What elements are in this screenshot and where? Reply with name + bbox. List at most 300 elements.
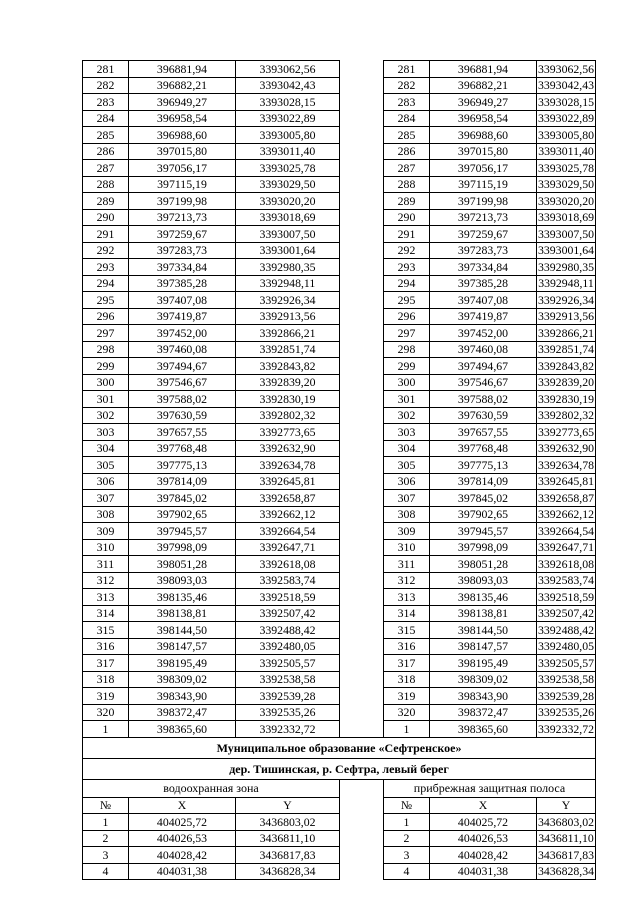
right-y-value: 3393029,50: [537, 177, 595, 192]
right-x-value: 396882,21: [430, 77, 537, 94]
column-gap: [340, 655, 384, 672]
right-point-number: 316: [384, 638, 430, 655]
coordinates-table-body: [83, 61, 596, 738]
right-point-number: 310: [384, 539, 430, 556]
table-row: [83, 341, 596, 358]
left-x-value: 397814,09: [129, 473, 236, 490]
left-y-value: 3393062,56: [236, 61, 340, 78]
left-point-number: 292: [83, 242, 129, 259]
left-point-number: 282: [83, 77, 129, 94]
column-gap: [340, 61, 384, 78]
left-point-number: 301: [83, 391, 129, 408]
left-point-number: 314: [83, 605, 129, 622]
left-point-number: 290: [83, 209, 129, 226]
left-y-value: 3392658,87: [236, 490, 340, 507]
column-gap: [340, 814, 384, 831]
right-point-number: 3: [384, 847, 430, 864]
right-y-value: 3392480,05: [537, 639, 595, 654]
right-point-number: 297: [384, 325, 430, 342]
table-row: [83, 863, 596, 880]
right-point-number: 293: [384, 259, 430, 276]
column-gap: [340, 847, 384, 864]
left-y-value: 3392773,65: [236, 424, 340, 441]
left-y-value: 3392802,32: [236, 407, 340, 424]
right-x-value: 397768,48: [430, 440, 537, 457]
column-gap: [340, 391, 384, 408]
left-y-value: 3393018,69: [236, 209, 340, 226]
table-row: [83, 721, 596, 738]
left-x-value: 397546,67: [129, 374, 236, 391]
right-point-number: 296: [384, 308, 430, 325]
left-y-value: 3393011,40: [236, 143, 340, 160]
table-row: [83, 374, 596, 391]
column-gap: [340, 325, 384, 342]
column-gap: [340, 556, 384, 573]
right-x-value: 397845,02: [430, 490, 537, 507]
table-row: [83, 407, 596, 424]
left-y-value: 3393028,15: [236, 94, 340, 111]
column-gap: [340, 424, 384, 441]
right-x-value: 397259,67: [430, 226, 537, 243]
left-x-value: 397768,48: [129, 440, 236, 457]
left-point-number: 308: [83, 506, 129, 523]
table-row: [83, 61, 596, 78]
table-row: [83, 622, 596, 639]
left-point-number: 307: [83, 490, 129, 507]
column-gap: [340, 539, 384, 556]
column-gap: [340, 779, 384, 797]
left-point-number: 284: [83, 110, 129, 127]
right-col-num-header: №: [384, 797, 430, 814]
right-y-value: 3393028,15: [537, 94, 595, 109]
left-y-value: 3392583,74: [236, 572, 340, 589]
left-y-value: 3393029,50: [236, 176, 340, 193]
right-y-value: 3393020,20: [537, 193, 595, 208]
column-gap: [340, 176, 384, 193]
left-x-value: 398147,57: [129, 638, 236, 655]
right-point-number: 2: [384, 830, 430, 847]
left-point-number: 294: [83, 275, 129, 292]
right-point-number: 284: [384, 110, 430, 127]
table-row: [83, 814, 596, 831]
table-row: [83, 589, 596, 606]
right-y-value: 3393022,89: [537, 111, 595, 126]
left-x-value: 404028,42: [129, 847, 236, 864]
right-x-value: 397546,67: [430, 374, 537, 391]
column-gap: [340, 308, 384, 325]
right-y-value: 3392647,71: [537, 540, 595, 555]
column-gap: [340, 622, 384, 639]
table-row: [83, 572, 596, 589]
left-y-value: 3392618,08: [236, 556, 340, 573]
left-y-value: 3392839,20: [236, 374, 340, 391]
right-y-value: 3436828,34: [537, 864, 595, 879]
left-point-number: 310: [83, 539, 129, 556]
right-x-value: 397056,17: [430, 160, 537, 177]
right-point-number: 309: [384, 523, 430, 540]
right-point-number: 1: [384, 814, 430, 831]
left-x-value: 398093,03: [129, 572, 236, 589]
column-gap: [340, 226, 384, 243]
left-x-value: 404026,53: [129, 830, 236, 847]
left-point-number: 320: [83, 704, 129, 721]
right-x-value: 398343,90: [430, 688, 537, 705]
column-gap: [340, 275, 384, 292]
right-point-number: 305: [384, 457, 430, 474]
left-point-number: 4: [83, 863, 129, 880]
municipality-title: Муниципальное образование «Сефтренское»: [83, 737, 596, 758]
right-point-number: 299: [384, 358, 430, 375]
left-x-value: 397657,55: [129, 424, 236, 441]
right-x-value: 396949,27: [430, 94, 537, 111]
left-x-value: 396882,21: [129, 77, 236, 94]
column-gap: [340, 110, 384, 127]
left-x-value: 397213,73: [129, 209, 236, 226]
right-x-value: 397407,08: [430, 292, 537, 309]
right-x-value: 397115,19: [430, 176, 537, 193]
left-point-number: 283: [83, 94, 129, 111]
column-gap: [340, 143, 384, 160]
right-x-value: 398372,47: [430, 704, 537, 721]
left-y-value: 3393001,64: [236, 242, 340, 259]
column-gap: [340, 457, 384, 474]
column-gap: [340, 863, 384, 880]
right-point-number: 283: [384, 94, 430, 111]
left-y-value: 3392539,28: [236, 688, 340, 705]
column-gap: [340, 358, 384, 375]
left-y-value: 3393007,50: [236, 226, 340, 243]
left-col-y-header: Y: [236, 797, 340, 814]
left-y-value: 3393005,80: [236, 127, 340, 144]
table-row: [83, 671, 596, 688]
table-row: [83, 193, 596, 210]
left-y-value: 3392518,59: [236, 589, 340, 606]
right-y-value: 3392851,74: [537, 342, 595, 357]
left-point-number: 302: [83, 407, 129, 424]
table-row: [83, 539, 596, 556]
left-y-value: 3392851,74: [236, 341, 340, 358]
left-y-value: 3392634,78: [236, 457, 340, 474]
right-x-value: 397385,28: [430, 275, 537, 292]
right-y-value: 3392535,26: [537, 705, 595, 720]
table-row: [83, 176, 596, 193]
left-y-value: 3392980,35: [236, 259, 340, 276]
left-y-value: 3392332,72: [236, 721, 340, 738]
right-x-value: 396988,60: [430, 127, 537, 144]
left-x-value: 397588,02: [129, 391, 236, 408]
right-y-value: 3392843,82: [537, 358, 595, 373]
table-row: [83, 275, 596, 292]
left-y-value: 3392645,81: [236, 473, 340, 490]
right-y-value: 3392583,74: [537, 573, 595, 588]
right-point-number: 306: [384, 473, 430, 490]
right-y-value: 3392802,32: [537, 408, 595, 423]
left-x-value: 397056,17: [129, 160, 236, 177]
left-y-value: 3393020,20: [236, 193, 340, 210]
right-x-value: 397630,59: [430, 407, 537, 424]
left-point-number: 2: [83, 830, 129, 847]
right-y-value: 3393025,78: [537, 160, 595, 175]
left-y-value: 3392926,34: [236, 292, 340, 309]
left-y-value: 3392662,12: [236, 506, 340, 523]
right-y-value: 3392839,20: [537, 375, 595, 390]
left-x-value: 397845,02: [129, 490, 236, 507]
right-x-value: 397460,08: [430, 341, 537, 358]
right-x-value: 397334,84: [430, 259, 537, 276]
right-point-number: 302: [384, 407, 430, 424]
right-y-value: 3392926,34: [537, 292, 595, 307]
left-y-value: 3392480,05: [236, 638, 340, 655]
left-x-value: 398144,50: [129, 622, 236, 639]
column-gap: [340, 160, 384, 177]
right-x-value: 398195,49: [430, 655, 537, 672]
left-y-value: 3436828,34: [236, 863, 340, 880]
right-y-value: 3392488,42: [537, 622, 595, 637]
left-y-value: 3392830,19: [236, 391, 340, 408]
table-row: [83, 638, 596, 655]
table-row: [83, 143, 596, 160]
right-point-number: 1: [384, 721, 430, 738]
right-y-value: 3392505,57: [537, 655, 595, 670]
right-x-value: 397814,09: [430, 473, 537, 490]
right-point-number: 315: [384, 622, 430, 639]
column-gap: [340, 242, 384, 259]
right-col-x-header: X: [430, 797, 537, 814]
left-x-value: 397015,80: [129, 143, 236, 160]
right-point-number: 307: [384, 490, 430, 507]
left-y-value: 3436803,02: [236, 814, 340, 831]
table-row: [83, 259, 596, 276]
left-x-value: 398135,46: [129, 589, 236, 606]
left-col-num-header: №: [83, 797, 129, 814]
left-point-number: 281: [83, 61, 129, 78]
left-point-number: 299: [83, 358, 129, 375]
column-gap: [340, 473, 384, 490]
right-x-value: 398309,02: [430, 671, 537, 688]
column-gap: [340, 127, 384, 144]
left-y-value: 3436817,83: [236, 847, 340, 864]
left-point-number: 286: [83, 143, 129, 160]
section-table-body: [83, 737, 596, 814]
left-point-number: 313: [83, 589, 129, 606]
left-x-value: 397259,67: [129, 226, 236, 243]
left-x-value: 398138,81: [129, 605, 236, 622]
table-row: [83, 77, 596, 94]
table-row: [83, 605, 596, 622]
left-y-value: 3392505,57: [236, 655, 340, 672]
right-x-value: 398138,81: [430, 605, 537, 622]
right-y-value: 3392913,56: [537, 309, 595, 324]
right-x-value: 398051,28: [430, 556, 537, 573]
right-x-value: 397588,02: [430, 391, 537, 408]
left-y-value: 3392948,11: [236, 275, 340, 292]
left-y-value: 3392913,56: [236, 308, 340, 325]
left-x-value: 397775,13: [129, 457, 236, 474]
table-row: [83, 127, 596, 144]
column-gap: [340, 671, 384, 688]
right-y-value: 3392539,28: [537, 688, 595, 703]
right-y-value: 3392830,19: [537, 391, 595, 406]
right-x-value: 398147,57: [430, 638, 537, 655]
right-x-value: 396881,94: [430, 61, 537, 78]
table-row: [83, 209, 596, 226]
table-row: [83, 704, 596, 721]
right-point-number: 301: [384, 391, 430, 408]
column-gap: [340, 193, 384, 210]
column-gap: [340, 523, 384, 540]
left-x-value: 397494,67: [129, 358, 236, 375]
left-x-value: 398309,02: [129, 671, 236, 688]
table-row: [83, 358, 596, 375]
left-point-number: 298: [83, 341, 129, 358]
table-row: [83, 830, 596, 847]
left-point-number: 1: [83, 814, 129, 831]
left-x-value: 404031,38: [129, 863, 236, 880]
table-row: [83, 110, 596, 127]
right-x-value: 398365,60: [430, 721, 537, 738]
right-point-number: 287: [384, 160, 430, 177]
right-point-number: 313: [384, 589, 430, 606]
left-y-value: 3392843,82: [236, 358, 340, 375]
column-gap: [340, 407, 384, 424]
left-y-value: 3392664,54: [236, 523, 340, 540]
column-gap: [340, 638, 384, 655]
table-row: [83, 424, 596, 441]
left-col-x-header: X: [129, 797, 236, 814]
table-row: [83, 457, 596, 474]
right-point-number: 319: [384, 688, 430, 705]
left-y-value: 3392647,71: [236, 539, 340, 556]
column-gap: [340, 605, 384, 622]
table-row: [83, 242, 596, 259]
left-x-value: 396958,54: [129, 110, 236, 127]
right-point-number: 289: [384, 193, 430, 210]
right-x-value: 397775,13: [430, 457, 537, 474]
left-point-number: 300: [83, 374, 129, 391]
left-x-value: 396881,94: [129, 61, 236, 78]
right-point-number: 298: [384, 341, 430, 358]
right-x-value: 397283,73: [430, 242, 537, 259]
left-point-number: 288: [83, 176, 129, 193]
right-x-value: 397015,80: [430, 143, 537, 160]
right-x-value: 404025,72: [430, 814, 537, 831]
left-point-number: 306: [83, 473, 129, 490]
column-gap: [340, 341, 384, 358]
left-y-value: 3392538,58: [236, 671, 340, 688]
right-point-number: 4: [384, 863, 430, 880]
right-y-value: 3393005,80: [537, 127, 595, 142]
right-y-value: 3392662,12: [537, 507, 595, 522]
column-gap: [340, 292, 384, 309]
column-gap: [340, 704, 384, 721]
right-x-value: 397452,00: [430, 325, 537, 342]
right-y-value: 3392645,81: [537, 474, 595, 489]
right-x-value: 404026,53: [430, 830, 537, 847]
right-y-value: 3392332,72: [537, 721, 595, 736]
right-y-value: 3392658,87: [537, 490, 595, 505]
left-y-value: 3392488,42: [236, 622, 340, 639]
section-rows: [83, 814, 596, 880]
left-point-number: 311: [83, 556, 129, 573]
table-row: [83, 688, 596, 705]
table-row: [83, 490, 596, 507]
table-row: [83, 440, 596, 457]
right-x-value: 397657,55: [430, 424, 537, 441]
right-x-value: 398135,46: [430, 589, 537, 606]
left-x-value: 398372,47: [129, 704, 236, 721]
right-point-number: 304: [384, 440, 430, 457]
left-point-number: 295: [83, 292, 129, 309]
left-x-value: 397115,19: [129, 176, 236, 193]
right-y-value: 3393007,50: [537, 226, 595, 241]
right-point-number: 286: [384, 143, 430, 160]
left-point-number: 303: [83, 424, 129, 441]
table-row: [83, 160, 596, 177]
right-x-value: 397902,65: [430, 506, 537, 523]
left-x-value: 398365,60: [129, 721, 236, 738]
right-x-value: 397945,57: [430, 523, 537, 540]
left-point-number: 315: [83, 622, 129, 639]
right-point-number: 317: [384, 655, 430, 672]
right-point-number: 288: [384, 176, 430, 193]
left-x-value: 397998,09: [129, 539, 236, 556]
zone-row: [83, 779, 596, 797]
left-x-value: 396949,27: [129, 94, 236, 111]
column-gap: [340, 589, 384, 606]
right-point-number: 285: [384, 127, 430, 144]
left-x-value: 397419,87: [129, 308, 236, 325]
right-x-value: 397494,67: [430, 358, 537, 375]
left-x-value: 396988,60: [129, 127, 236, 144]
left-y-value: 3393022,89: [236, 110, 340, 127]
right-point-number: 290: [384, 209, 430, 226]
location-title: дер. Тишинская, р. Сефтра, левый берег: [83, 758, 596, 779]
left-point-number: 296: [83, 308, 129, 325]
column-gap: [340, 440, 384, 457]
left-x-value: 398195,49: [129, 655, 236, 672]
table-row: [83, 473, 596, 490]
left-zone-title: водоохранная зона: [83, 779, 340, 797]
right-y-value: 3436803,02: [537, 814, 595, 829]
right-point-number: 320: [384, 704, 430, 721]
left-point-number: 291: [83, 226, 129, 243]
left-x-value: 397452,00: [129, 325, 236, 342]
right-y-value: 3392538,58: [537, 672, 595, 687]
column-header-row: [83, 797, 596, 814]
left-x-value: 397334,84: [129, 259, 236, 276]
right-y-value: 3392980,35: [537, 259, 595, 274]
right-x-value: 396958,54: [430, 110, 537, 127]
right-point-number: 291: [384, 226, 430, 243]
left-y-value: 3392507,42: [236, 605, 340, 622]
left-y-value: 3436811,10: [236, 830, 340, 847]
right-point-number: 303: [384, 424, 430, 441]
coordinates-table: [82, 60, 596, 880]
left-y-value: 3393025,78: [236, 160, 340, 177]
right-x-value: 397213,73: [430, 209, 537, 226]
right-point-number: 294: [384, 275, 430, 292]
right-x-value: 404028,42: [430, 847, 537, 864]
municipality-row: [83, 737, 596, 758]
right-y-value: 3392518,59: [537, 589, 595, 604]
column-gap: [340, 374, 384, 391]
left-y-value: 3393042,43: [236, 77, 340, 94]
left-x-value: 397902,65: [129, 506, 236, 523]
table-row: [83, 655, 596, 672]
right-y-value: 3393042,43: [537, 78, 595, 93]
left-x-value: 398051,28: [129, 556, 236, 573]
left-x-value: 397630,59: [129, 407, 236, 424]
